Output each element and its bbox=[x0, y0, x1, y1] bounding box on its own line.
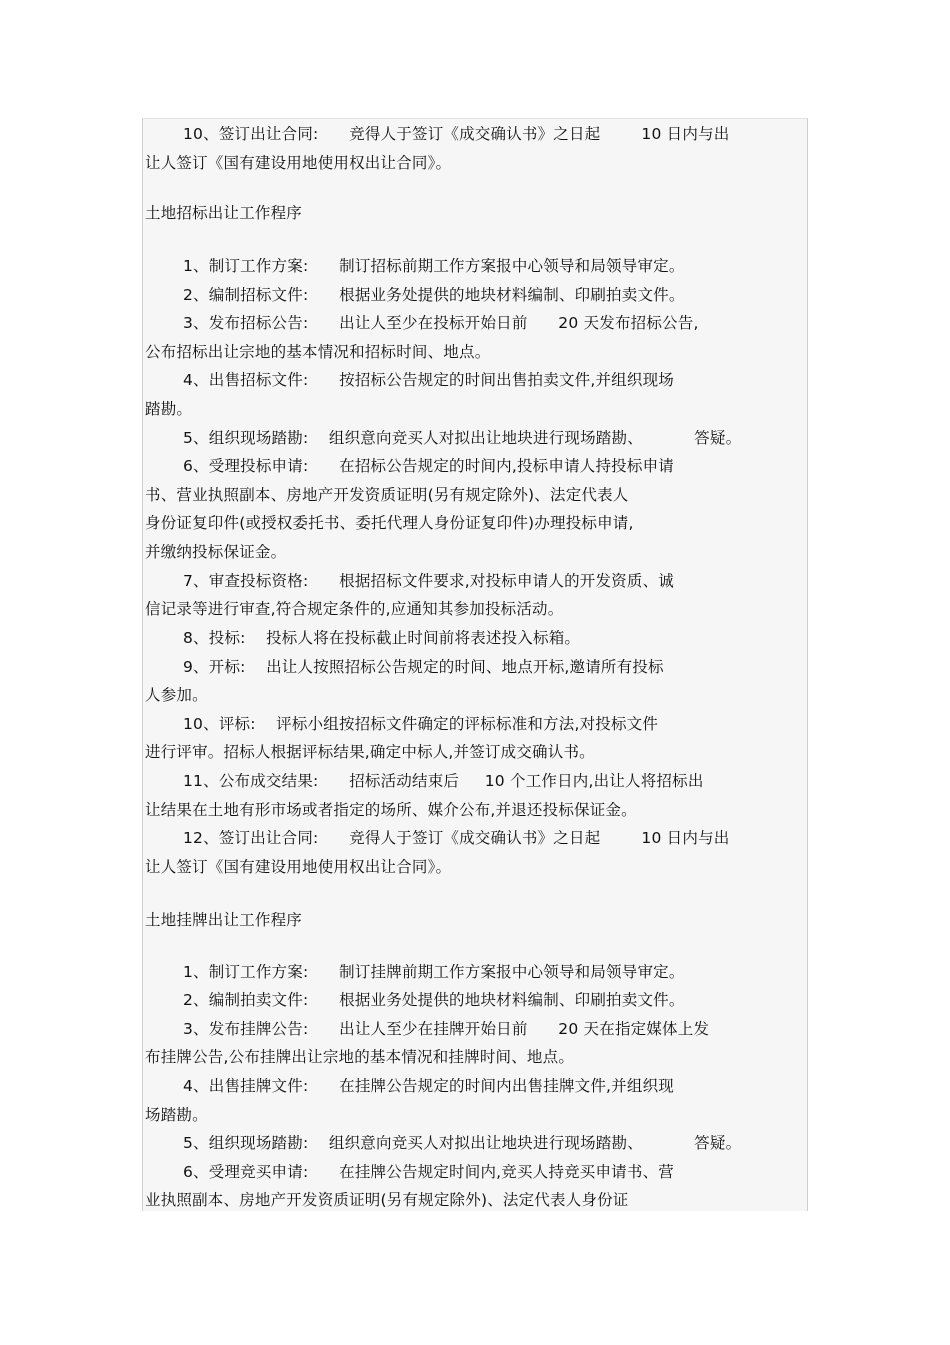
text-line: 4、出售挂牌文件: 在挂牌公告规定的时间内出售挂牌文件,并组织现 bbox=[183, 1077, 674, 1095]
text-line: 并缴纳投标保证金。 bbox=[145, 543, 287, 561]
text-line: 9、开标: 出让人按照招标公告规定的时间、地点开标,邀请所有投标 bbox=[183, 658, 664, 676]
text-line: 让人签订《国有建设用地使用权出让合同》。 bbox=[145, 154, 452, 172]
text-line: 公布招标出让宗地的基本情况和招标时间、地点。 bbox=[145, 343, 491, 361]
text-line: 3、发布招标公告: 出让人至少在投标开始日前 20 天发布招标公告, bbox=[183, 314, 699, 332]
section-heading: 土地招标出让工作程序 bbox=[145, 204, 303, 222]
text-line: 场踏勘。 bbox=[145, 1106, 208, 1124]
text-line: 让结果在土地有形市场或者指定的场所、媒介公布,并退还投标保证金。 bbox=[145, 801, 637, 819]
text-line: 5、组织现场踏勘: 组织意向竞买人对拟出让地块进行现场踏勘、 答疑。 bbox=[183, 1134, 742, 1152]
text-line: 信记录等进行审查,符合规定条件的,应通知其参加投标活动。 bbox=[145, 600, 564, 618]
text-line: 让人签订《国有建设用地使用权出让合同》。 bbox=[145, 858, 452, 876]
text-line: 业执照副本、房地产开发资质证明(另有规定除外)、法定代表人身份证 bbox=[145, 1191, 629, 1209]
text-line: 7、审查投标资格: 根据招标文件要求,对投标申请人的开发资质、诚 bbox=[183, 572, 674, 590]
section-heading: 土地挂牌出让工作程序 bbox=[145, 911, 303, 929]
text-line: 人参加。 bbox=[145, 686, 208, 704]
text-line: 12、签订出让合同: 竞得人于签订《成交确认书》之日起 10 日内与出 bbox=[183, 829, 730, 847]
text-line: 6、受理投标申请: 在招标公告规定的时间内,投标申请人持投标申请 bbox=[183, 457, 674, 475]
text-line: 6、受理竞买申请: 在挂牌公告规定时间内,竞买人持竞买申请书、营 bbox=[183, 1163, 674, 1181]
text-line: 书、营业执照副本、房地产开发资质证明(另有规定除外)、法定代表人 bbox=[145, 486, 629, 504]
text-line: 3、发布挂牌公告: 出让人至少在挂牌开始日前 20 天在指定媒体上发 bbox=[183, 1020, 710, 1038]
text-line: 8、投标: 投标人将在投标截止时间前将表述投入标箱。 bbox=[183, 629, 581, 647]
text-line: 11、公布成交结果: 招标活动结束后 10 个工作日内,出让人将招标出 bbox=[183, 772, 704, 790]
text-line: 2、编制拍卖文件: 根据业务处提供的地块材料编制、印刷拍卖文件。 bbox=[183, 991, 685, 1009]
text-line: 进行评审。招标人根据评标结果,确定中标人,并签订成交确认书。 bbox=[145, 743, 595, 761]
text-line: 1、制订工作方案: 制订挂牌前期工作方案报中心领导和局领导审定。 bbox=[183, 963, 685, 981]
text-line: 踏勘。 bbox=[145, 400, 193, 418]
text-line: 2、编制招标文件: 根据业务处提供的地块材料编制、印刷拍卖文件。 bbox=[183, 286, 685, 304]
text-line: 1、制订工作方案: 制订招标前期工作方案报中心领导和局领导审定。 bbox=[183, 257, 685, 275]
text-line: 布挂牌公告,公布挂牌出让宗地的基本情况和挂牌时间、地点。 bbox=[145, 1048, 575, 1066]
text-line: 5、组织现场踏勘: 组织意向竞买人对拟出让地块进行现场踏勘、 答疑。 bbox=[183, 429, 742, 447]
text-line: 身份证复印件(或授权委托书、委托代理人身份证复印件)办理投标申请, bbox=[145, 514, 634, 532]
text-line: 10、签订出让合同: 竞得人于签订《成交确认书》之日起 10 日内与出 bbox=[183, 125, 730, 143]
text-line: 10、评标: 评标小组按招标文件确定的评标标准和方法,对投标文件 bbox=[183, 715, 659, 733]
text-line: 4、出售招标文件: 按招标公告规定的时间出售拍卖文件,并组织现场 bbox=[183, 371, 674, 389]
